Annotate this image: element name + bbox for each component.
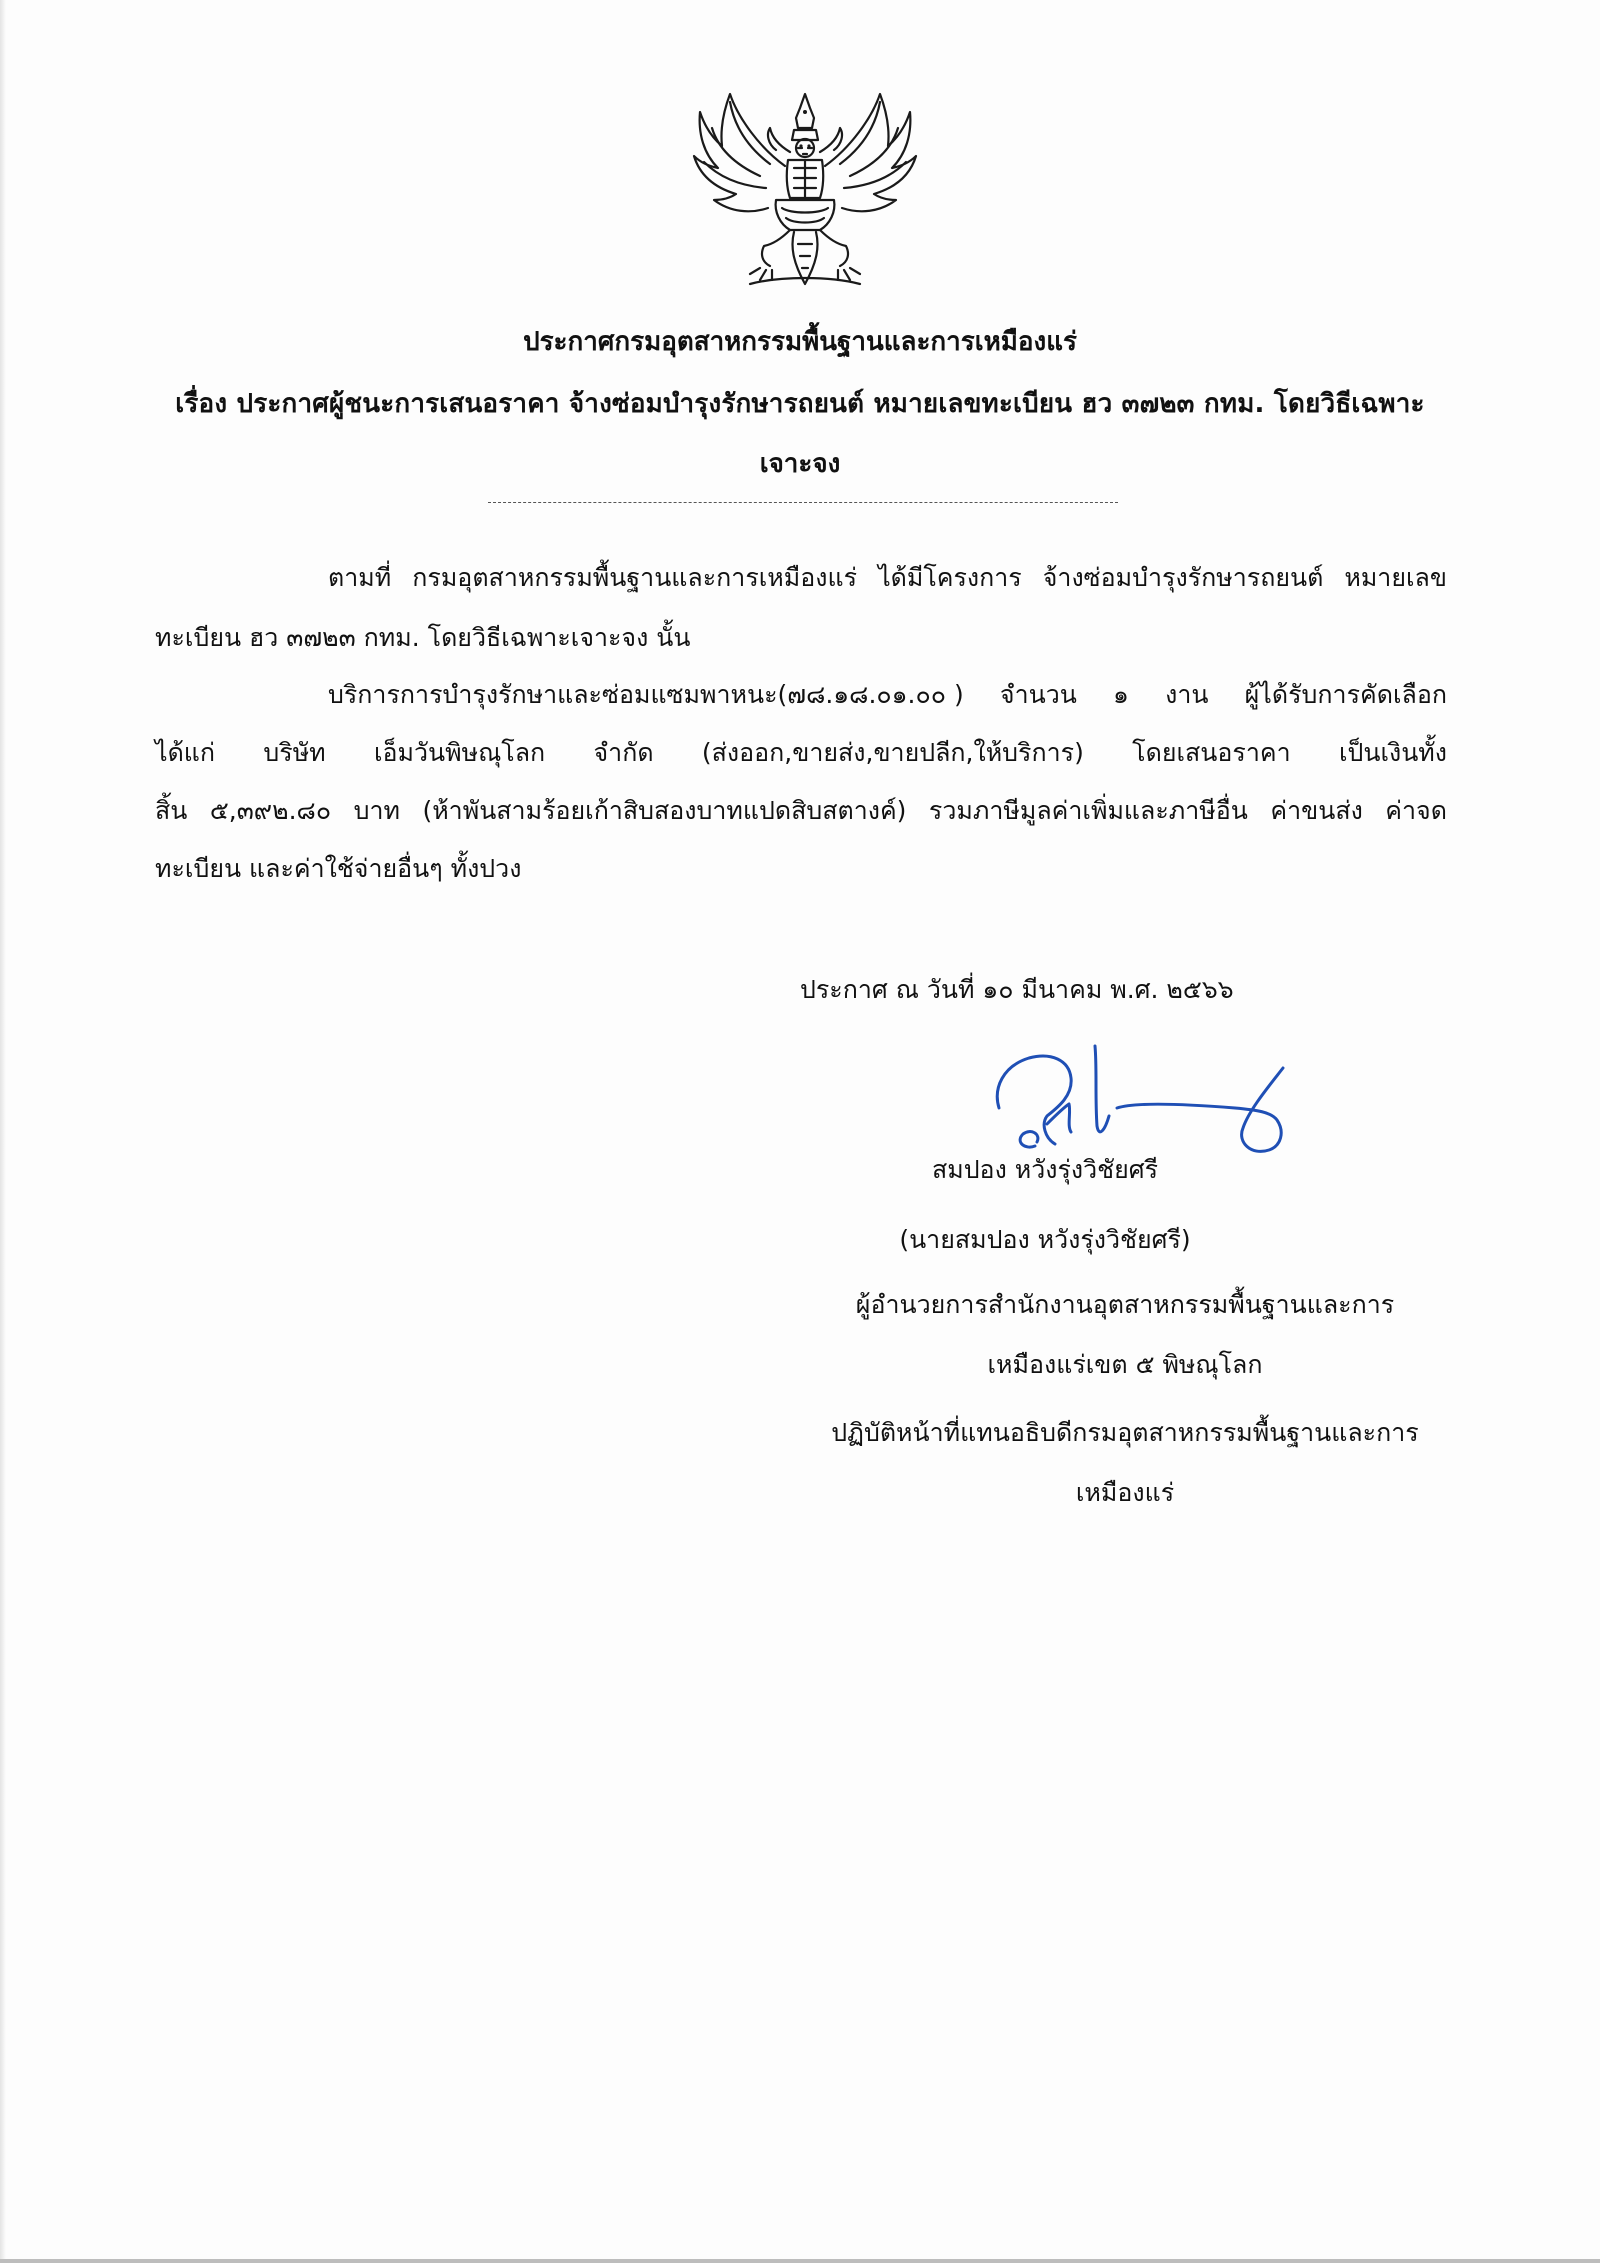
acting-position: ปฏิบัติหน้าที่แทนอธิบดีกรมอุตสาหกรรมพื้นฐานและการ: [831, 1418, 1419, 1447]
word: งาน: [1165, 680, 1209, 709]
signer-position: ผู้อำนวยการสำนักงานอุตสาหกรรมพื้นฐานและการ: [855, 1290, 1395, 1319]
announcement-date: ประกาศ ณ วันที่ ๑๐ มีนาคม พ.ศ. ๒๕๖๖: [800, 975, 1234, 1004]
scan-edge: [0, 0, 6, 2263]
paragraph-1-line-1: [155, 558, 1447, 598]
document-subject: เรื่อง ประกาศผู้ชนะการเสนอราคา จ้างซ่อมบำรุงรักษารถยนต์ หมายเลขทะเบียน ฮว ๓๗๒๓ กทม. โดยวิธีเฉพาะ: [175, 389, 1425, 419]
word: บริการการบำรุงรักษาและซ่อมแซมพาหนะ(๗๘.๑๘.๐๑.๐๐ ): [328, 680, 964, 709]
word: จำกัด: [593, 738, 654, 767]
signer-full-name: (นายสมปอง หวังรุ่งวิชัยศรี): [899, 1225, 1191, 1254]
word: ตามที่: [328, 563, 392, 592]
paragraph-2-line-3: [155, 791, 1447, 831]
document-subject-continuation: เจาะจง: [759, 449, 841, 479]
word: (ส่งออก,ขายส่ง,ขายปลีก,ให้บริการ): [701, 738, 1084, 767]
word: จ้างซ่อมบำรุงรักษารถยนต์: [1042, 563, 1324, 592]
word: บาท: [353, 796, 400, 825]
paragraph-2-line-1: [155, 675, 1447, 715]
signer-position-continuation: เหมืองแร่เขต ๕ พิษณุโลก: [987, 1350, 1263, 1379]
paragraph-1-line-2: ทะเบียน ฮว ๓๗๒๓ กทม. โดยวิธีเฉพาะเจาะจง นั้น: [155, 623, 691, 652]
price-in-words: (ห้าพันสามร้อยเก้าสิบสองบาทแปดสิบสตางค์): [422, 796, 907, 825]
document-title: ประกาศกรมอุตสาหกรรมพื้นฐานและการเหมืองแร่: [523, 327, 1077, 357]
word: ผู้ได้รับการคัดเลือก: [1244, 680, 1447, 709]
scan-edge-bottom: [0, 2259, 1600, 2263]
word: ได้แก่: [155, 738, 216, 767]
word: เอ็มวันพิษณุโลก: [373, 738, 546, 767]
handwritten-signature: [985, 1038, 1340, 1163]
word: บริษัท: [263, 738, 326, 767]
garuda-emblem-icon: [690, 88, 920, 293]
word: กรมอุตสาหกรรมพื้นฐานและการเหมืองแร่: [412, 563, 858, 592]
word: ได้มีโครงการ: [878, 563, 1022, 592]
paragraph-2-line-2: [155, 733, 1447, 773]
word: จำนวน: [999, 680, 1077, 709]
acting-position-continuation: เหมืองแร่: [1075, 1478, 1175, 1507]
word: สิ้น: [155, 796, 188, 825]
word: รวมภาษีมูลค่าเพิ่มและภาษีอื่น: [928, 796, 1248, 825]
signer-name: สมปอง หวังรุ่งวิชัยศรี: [931, 1155, 1159, 1184]
word: ๑: [1113, 680, 1129, 709]
price-amount: ๕,๓๙๒.๘๐: [209, 796, 332, 825]
word: หมายเลข: [1344, 563, 1447, 592]
paragraph-2-line-4: ทะเบียน และค่าใช้จ่ายอื่นๆ ทั้งปวง: [155, 854, 522, 883]
word: โดยเสนอราคา: [1132, 738, 1291, 767]
word: ค่าจด: [1385, 796, 1447, 825]
separator-line: [488, 502, 1118, 503]
word: ค่าขนส่ง: [1270, 796, 1363, 825]
word: เป็นเงินทั้ง: [1338, 738, 1447, 767]
